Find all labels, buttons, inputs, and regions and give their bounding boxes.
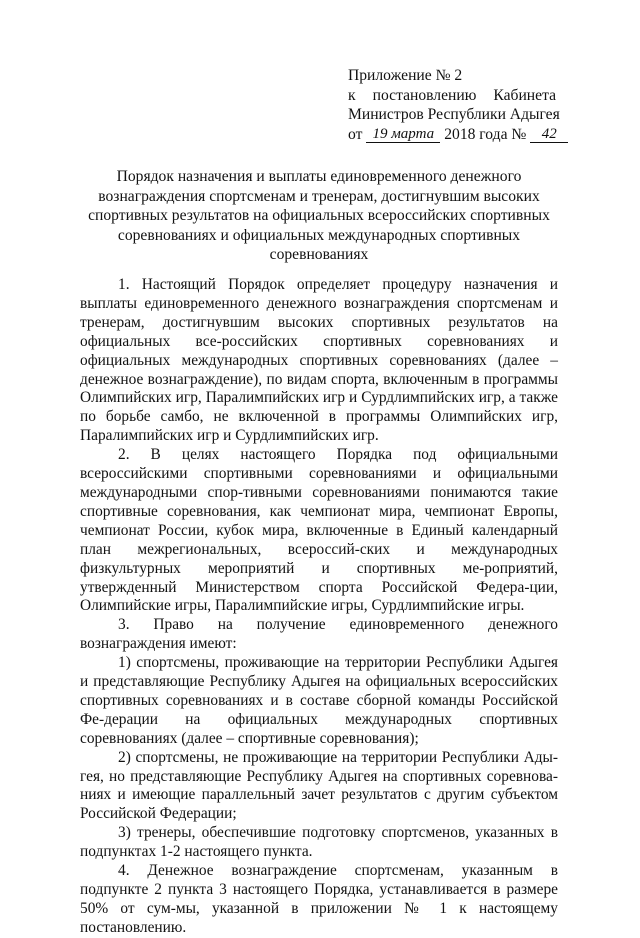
year-text: 2018 года № <box>444 125 527 143</box>
appendix-resolution-line: к постановлению Кабинета <box>348 86 556 104</box>
paragraph-2: 2. В целях настоящего Порядка под официальными всероссийскими спортивными соревнованиями и официальными международными спор-тивными соревнованиями понимаются такие спортивные соревнования, как чемпионат мира, чемпионат Европы, чемпионат России, кубок мира, включенные в Единый календарный план межрегиональных, всероссий-ских и международных физкультурных мероприятий и спортивных ме-роприятий, утвержденный Министерством спорта Российской Федера-ции, Олимпийские игры, Паралимпийские игры, Сурдлимпийские игры. <box>80 446 558 615</box>
date-handwritten: 19 марта <box>366 126 440 143</box>
date-prefix: от <box>348 125 363 143</box>
paragraph-3-item-2: 2) спортсмены, не проживающие на территории Республики Ады-гея, но представляющие Республику Адыгея на спортивных соревнова-ниях и имеющие параллельный зачет результатов с другим субъектом Российской Федерации; <box>80 748 558 823</box>
appendix-ministers-line: Министров Республики Адыгея <box>348 106 560 124</box>
paragraph-1: 1. Настоящий Порядок определяет процедуру назначения и выплаты единовременного денежного вознаграждения спортсменам и тренерам, достигнувшим высоких спортивных результатов на официальных все-российских спортивных соревнованиях и официальных международных спортивных соревнованиях (далее – денежное вознаграждение), по видам спорта, включенным в программы Олимпийских игр, Паралимпийских игр и Сурдлимпийских игр, а также по борьбе самбо, не включенной в программы Олимпийских игр, Паралимпийских игр и Сурдлимпийских игр. <box>80 276 558 445</box>
appendix-block <box>348 66 560 144</box>
resolution-number-handwritten: 42 <box>530 126 568 143</box>
appendix-date-line <box>348 125 556 145</box>
paragraph-3: 3. Право на получение единовременного денежного вознаграждения имеют: <box>80 616 558 653</box>
paragraph-3-item-3: 3) тренеры, обеспечившие подготовку спортсменов, указанных в подпунктах 1-2 настоящего пункта. <box>80 824 558 861</box>
paragraph-3-item-1: 1) спортсмены, проживающие на территории Республики Адыгея и представляющие Республику Адыгея на официальных всероссийских спортивных соревнованиях и в составе сборной команды Российской Фе-дерации на официальных международных спортивных соревнованиях (далее – спортивные соревнования); <box>80 654 558 747</box>
paragraph-4: 4. Денежное вознаграждение спортсменам, указанным в подпункте 2 пункта 3 настоящего Порядка, устанавливается в размере 50% от сум-мы, указанной в приложении № 1 к настоящему постановлению. <box>80 862 558 936</box>
appendix-title: Приложение № 2 <box>348 67 463 84</box>
document-title: Порядок назначения и выплаты единовременного денежного вознаграждения спортсменам и тренерам, достигнувшим высоких спортивных результатов на официальных всероссийских спортивных соревнованиях и официальных международных спортивных соревнованиях <box>88 168 550 264</box>
document-body <box>80 276 558 938</box>
